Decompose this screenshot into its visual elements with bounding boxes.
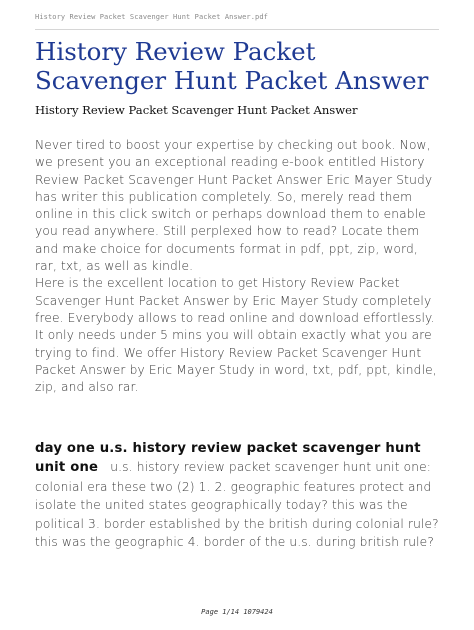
section-unit-one <box>35 439 445 551</box>
section-heading: day one u.s. history review packet scavenger hunt unit one <box>35 441 421 476</box>
section-paragraph <box>35 439 445 551</box>
intro-text <box>35 137 441 396</box>
document-title: History Review Packet Scavenger Hunt Packet Answer <box>35 37 429 95</box>
document-subtitle: History Review Packet Scavenger Hunt Packet Answer <box>35 103 358 117</box>
running-head: History Review Packet Scavenger Hunt Packet Answer.pdf <box>35 13 268 21</box>
paragraph: Here is the excellent location to get History Review Packet Scavenger Hunt Packet Answer by Eric Mayer Study completely free. Everybody allows to read online and download effortlessly. It only needs under 5 mins you will obtain exactly what you are trying to find. We offer History Review Packet Scavenger Hunt Packet Answer by Eric Mayer Study in word, txt, pdf, ppt, kindle, zip, and also rar. <box>35 276 437 395</box>
section-text: u.s. history review packet scavenger hunt unit one: colonial era these two (2) 1. 2. geographic features protect and isolate the united states geographically today? this was the political 3. border established by the british during colonial rule? this was the geographic 4. border of the u.s. during british rule? <box>35 460 439 550</box>
paragraph: Never tired to boost your expertise by checking out book. Now, we present you an exceptional reading e-book entitled History Review Packet Scavenger Hunt Packet Answer Eric Mayer Study has writer this publication completely. So, merely read them online in this click switch or perhaps download them to enable you read anywhere. Still perplexed how to read? Locate them and make choice for documents format in pdf, ppt, zip, word, rar, txt, as well as kindle. <box>35 138 433 274</box>
page-footer: Page 1/14 1079424 <box>201 608 273 616</box>
header-divider <box>35 29 439 30</box>
